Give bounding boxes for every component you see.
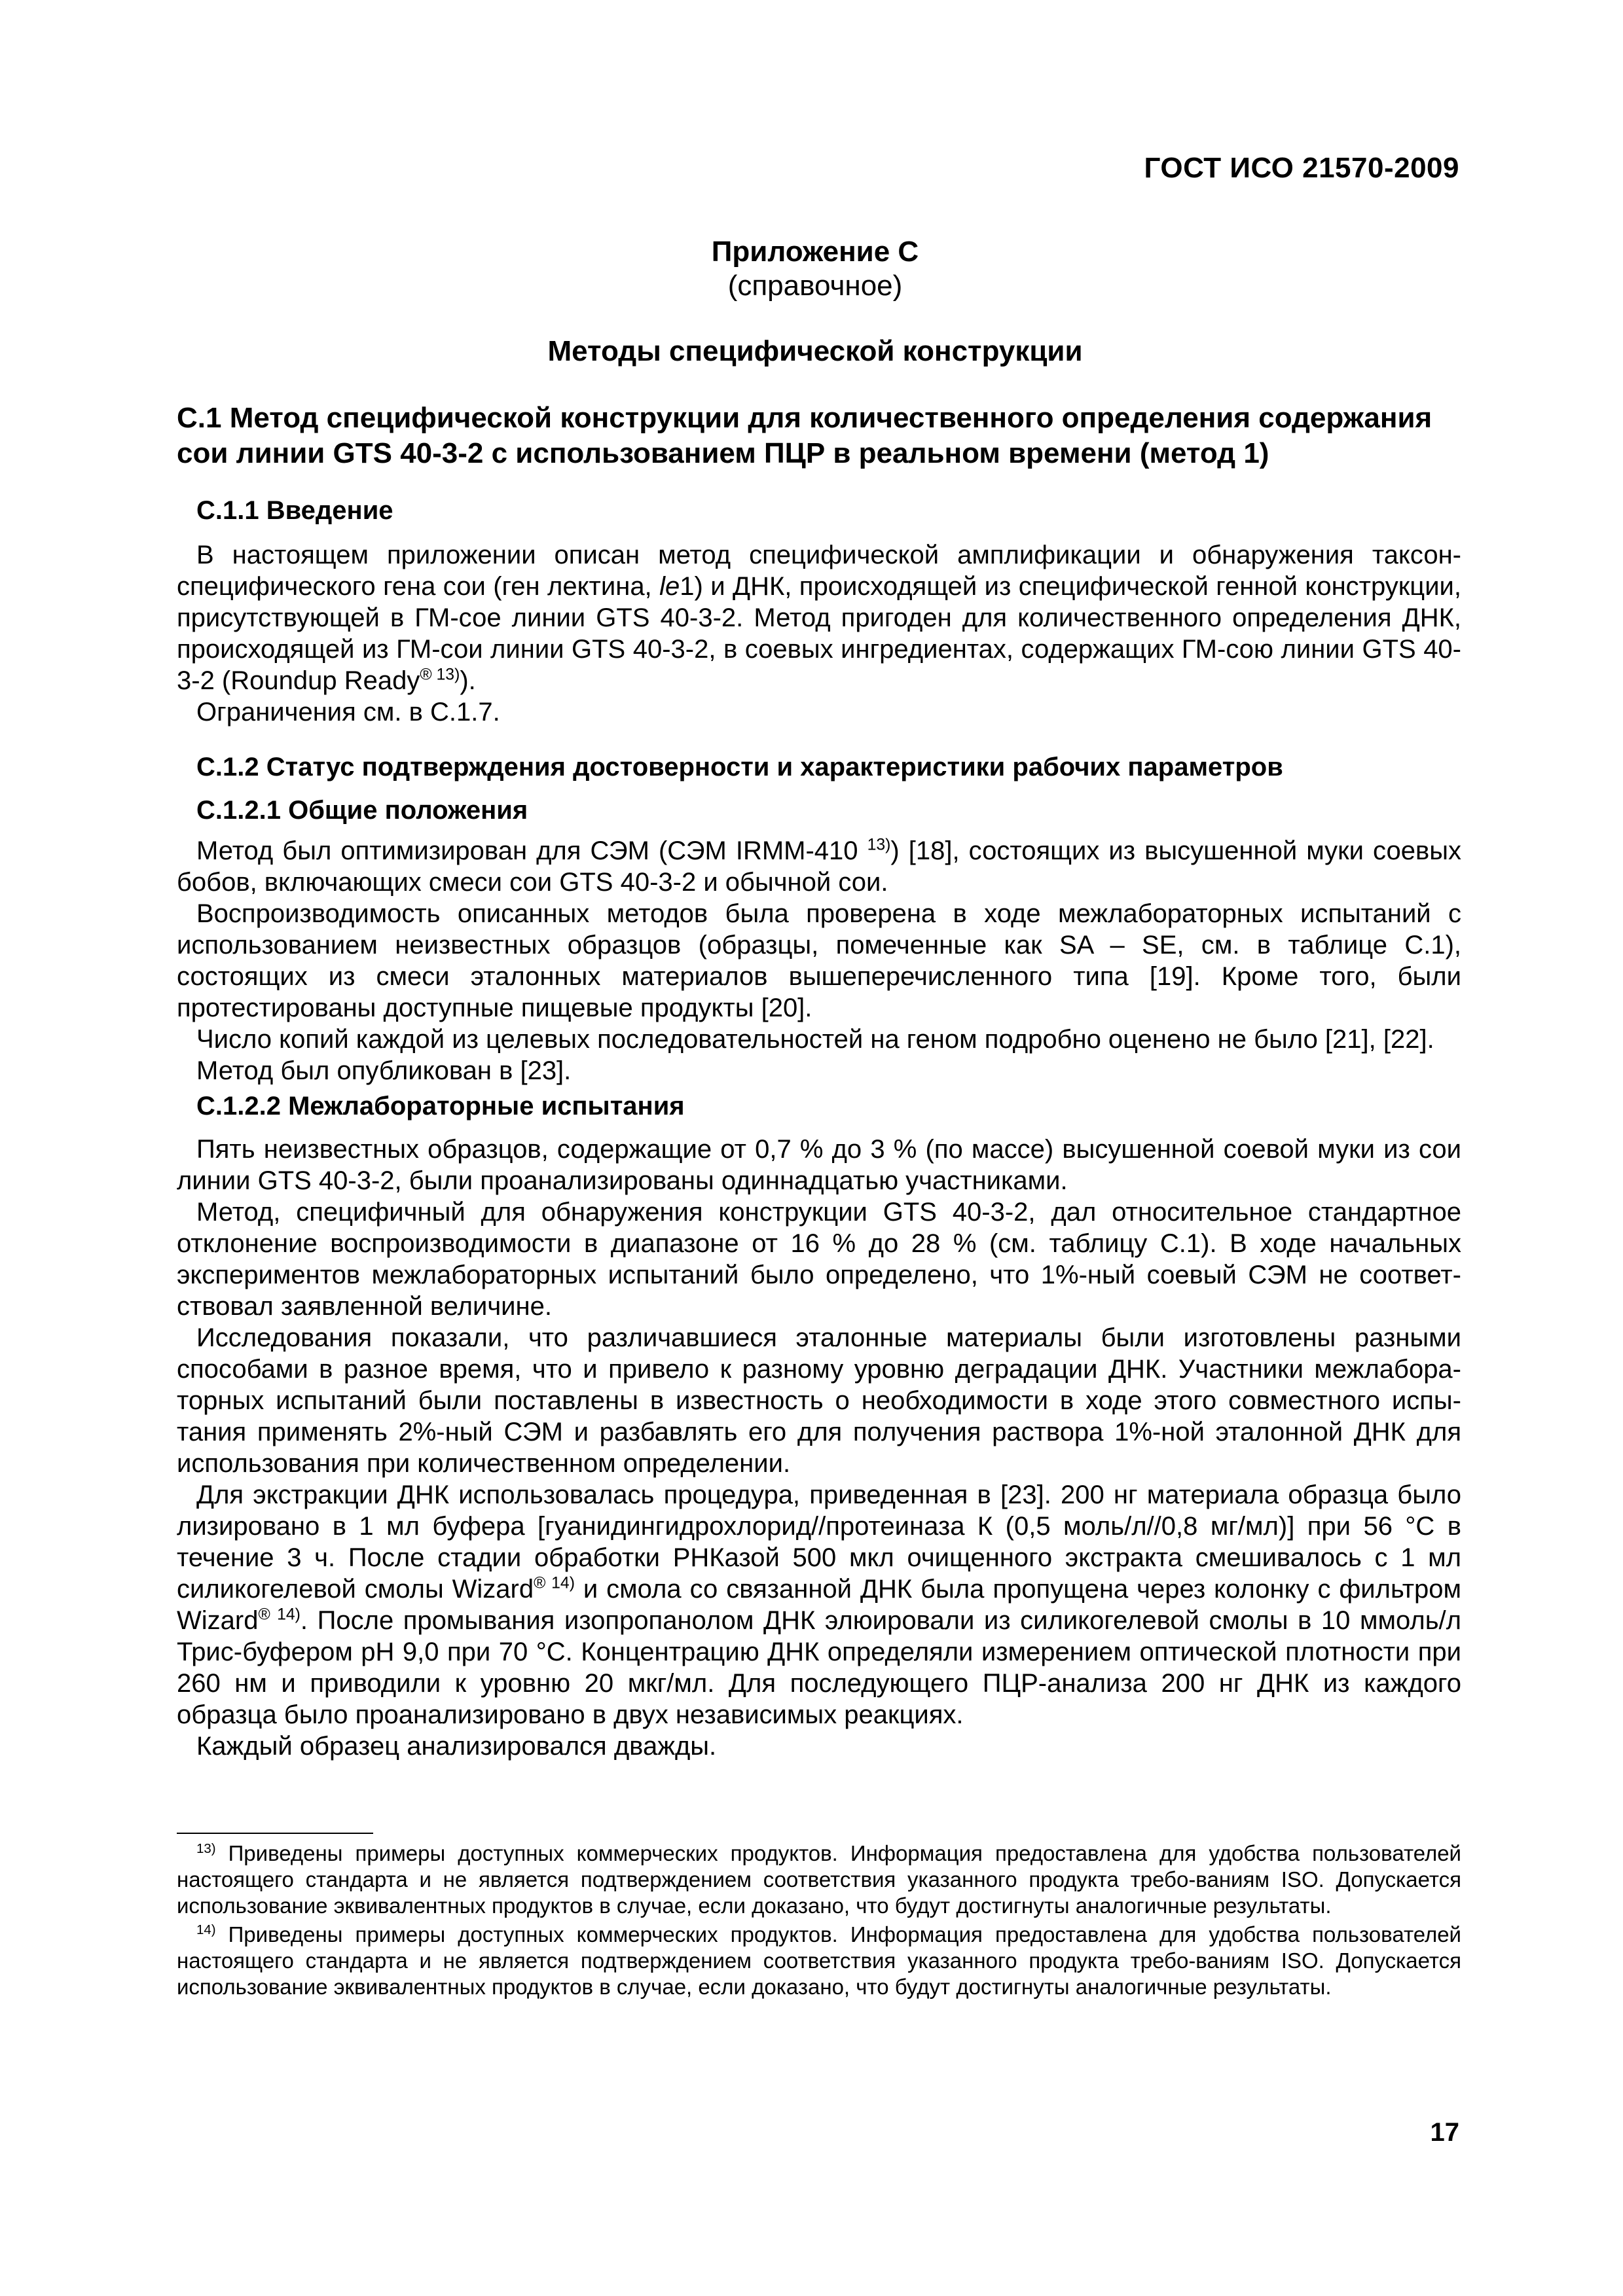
interlab-paragraph-4: Для экстракции ДНК использовалась процедура, приведенная в [23]. 200 нг материала образца было лизировано в 1 мл буфера [гуанидингидрохлорид//протеиназа К (0,5 моль/л//0,8 мг/мл)] при 56 °С в течение 3 ч. После стадии обработки РНКазой 500 мкл очищенного экстракта смешивалось с 1 мл силикогелевой смолы Wizard$^{® 14)}$ и смола со связанной ДНК была пропущена через колонку с фильтром Wizard$^{® 14)}$. После промывания изопропанолом ДНК элюировали из силикогелевой смолы в 10 ммоль/л Трис-буфером pH 9,0 при 70 °С. Концентрацию ДНК определяли измерением оптической плотности при 260 нм и приводили к уровню 20 мкг/мл. Для последующего ПЦР-анализа 200 нг ДНК из каждого образца было проанализировано в двух независимых реакциях. <box>177 1480 1462 1729</box>
page-number: 17 <box>1430 2118 1459 2147</box>
intro-limitations: Ограничения см. в С.1.7. <box>196 698 500 726</box>
interlab-heading: С.1.2.2 Межлабораторные испытания <box>196 1092 685 1121</box>
general-paragraph-3: Число копий каждой из целевых последовательностей на геном подробно оценено не было [21], [22]. <box>196 1025 1434 1054</box>
interlab-paragraph-1: Пять неизвестных образцов, содержащие от 0,7 % до 3 % (по массе) высушенной соевой муки из сои линии GTS 40-3-2, были проанализированы одиннадцатью участниками. <box>177 1135 1461 1195</box>
general-paragraph-4: Метод был опубликован в [23]. <box>196 1056 572 1085</box>
footnote-divider <box>177 1833 373 1834</box>
interlab-paragraph-5: Каждый образец анализировался дважды. <box>196 1732 717 1761</box>
status-heading: С.1.2 Статус подтверждения достоверности и характеристики рабочих параметров <box>196 753 1283 781</box>
interlab-paragraph-2: Метод, специфичный для обнаружения конструкции GTS 40-3-2, дал относительное стандартное отклонение воспроизводимости в диапазоне от 16 % до 28 % (см. таблицу С.1). В ходе начальных экспериментов межлабораторных испытаний было определено, что 1%-ный соевый СЭМ не соответ-ствовал заявленной величине. <box>177 1198 1461 1321</box>
methods-title: Методы специфической конструкции <box>547 335 1083 367</box>
appendix-subtitle: (справочное) <box>727 270 903 302</box>
interlab-paragraph-3: Исследования показали, что различавшиеся эталонные материалы были изготовлены разными способами в разное время, что и привело к разному уровню деградации ДНК. Участники межлабора-торных испытаний были поставлены в известность о необходимости в ходе этого совместного испы-тания применять 2%-ный СЭМ и разбавлять его для получения раствора 1%-ной эталонной ДНК для использования при количественном определении. <box>177 1323 1461 1478</box>
footnote-14: $^{14)}$ Приведены примеры доступных коммерческих продуктов. Информация предоставлена для удобства пользователей настоящего стандарта и не является подтверждением соответствия указанного продукта требо-ваниям ISO. Допускается использование эквивалентных продуктов в случае, если доказано, что будут достигнуты аналогичные результаты. <box>177 1922 1461 1999</box>
intro-heading: С.1.1 Введение <box>196 496 393 525</box>
document-code: ГОСТ ИСО 21570-2009 <box>1144 152 1459 184</box>
intro-paragraph: В настоящем приложении описан метод специфической амплификации и обнаружения таксон-специфического гена сои (ген лектина, le1) и ДНК, происходящей из специфической генной конструкции, присутствующей в ГМ-сое линии GTS 40-3-2. Метод пригоден для количественного определения ДНК, происходящей из ГМ-сои линии GTS 40-3-2, в соевых ингредиентах, содержащих ГМ-сою линии GTS 40-3-2 (Roundup Ready$^{® 13)}$). <box>177 541 1461 695</box>
appendix-title: Приложение С <box>711 236 919 268</box>
section-title: С.1 Метод специфической конструкции для количественного определения содержания сои линии GTS 40-3-2 с использованием ПЦР в реальном времени (метод 1) <box>177 402 1432 469</box>
footnotes <box>177 1840 1461 2003</box>
general-text <box>177 835 1461 1086</box>
general-heading: С.1.2.1 Общие положения <box>196 796 528 825</box>
general-paragraph-2: Воспроизводимость описанных методов была проверена в ходе межлабораторных испытаний с использованием неизвестных образцов (образцы, помеченные как SA – SE, см. в таблице С.1), состоящих из смеси эталонных материалов вышеперечисленного типа [19]. Кроме того, были протестированы доступные пищевые продукты [20]. <box>177 899 1461 1022</box>
general-paragraph-1: Метод был оптимизирован для СЭМ (СЭМ IRMM-410 $^{13)}$) [18], состоящих из высушенной муки соевых бобов, включающих смеси сои GTS 40-3-2 и обычной сои. <box>177 836 1461 897</box>
footnote-13: $^{13)}$ Приведены примеры доступных коммерческих продуктов. Информация предоставлена для удобства пользователей настоящего стандарта и не является подтверждением соответствия указанного продукта требо-ваниям ISO. Допускается использование эквивалентных продуктов в случае, если доказано, что будут достигнуты аналогичные результаты. <box>177 1841 1461 1918</box>
intro-text <box>177 539 1461 728</box>
interlab-text <box>177 1134 1461 1762</box>
